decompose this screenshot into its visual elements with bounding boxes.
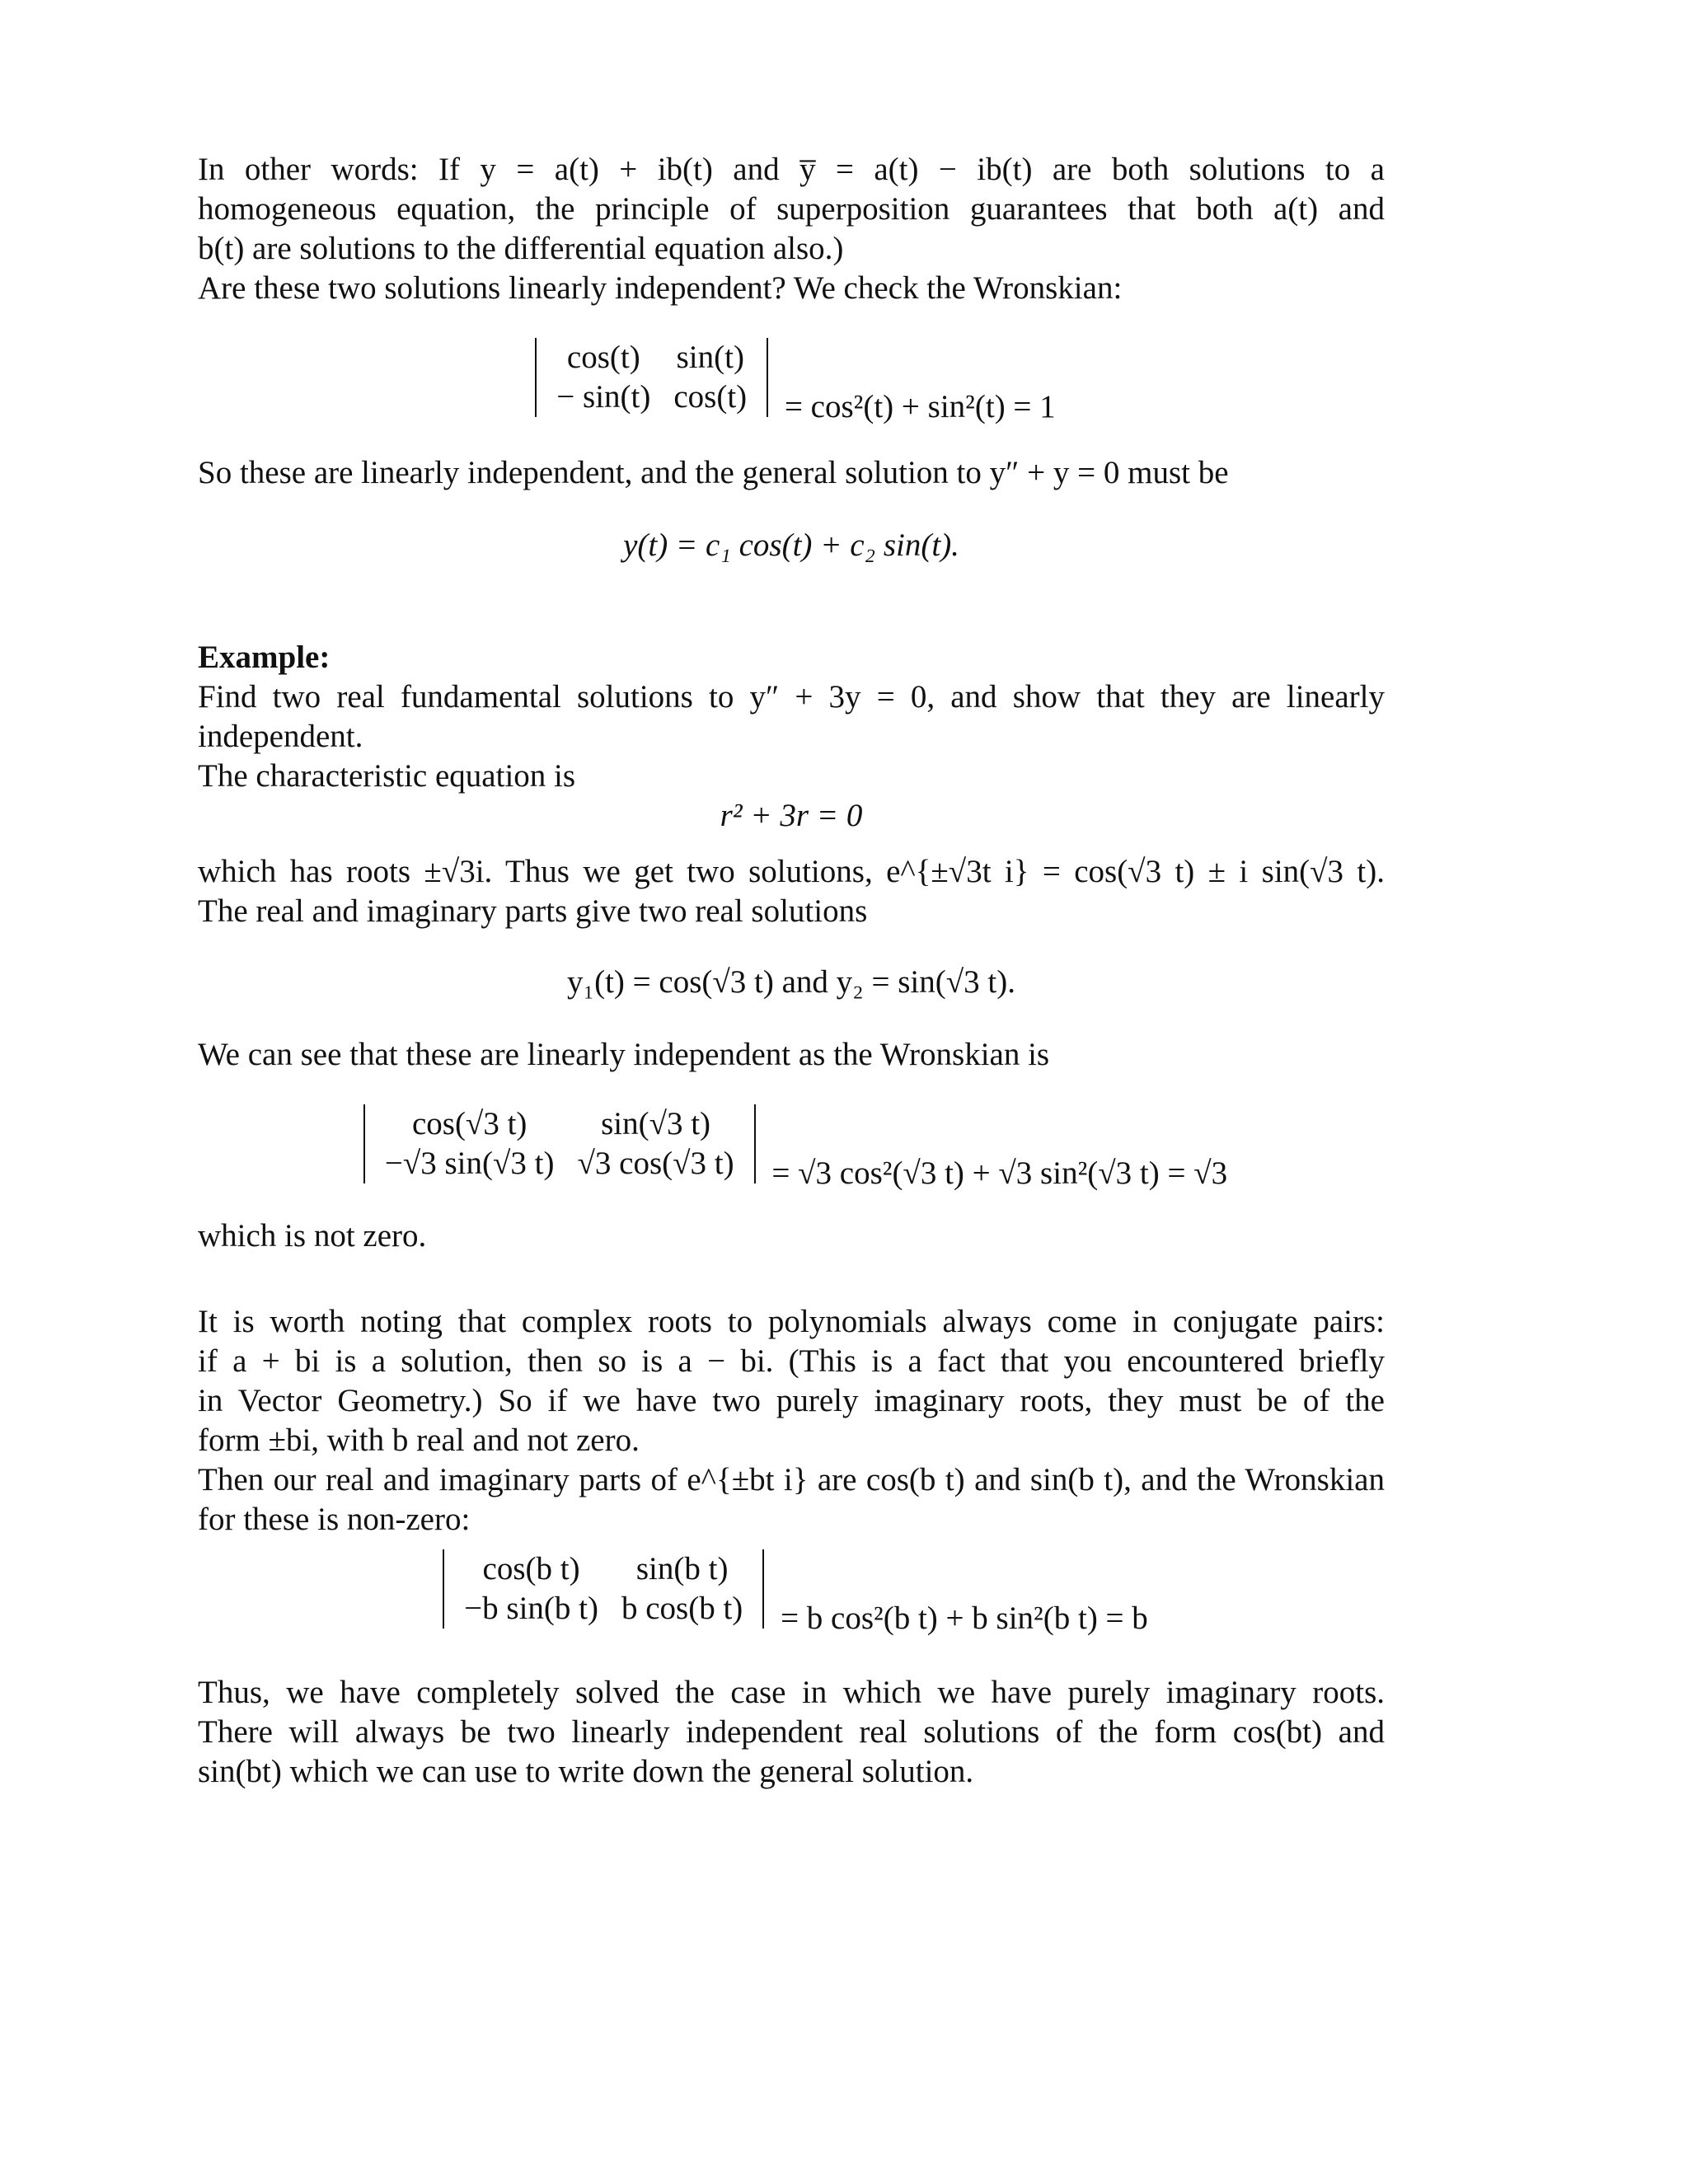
p3-line2: if a + bi is a solution, then so is a − bi. (This is a fact that you encountered briefly [198,1343,1385,1379]
det3-rhs: = b cos²(b t) + b sin²(b t) = b [781,1601,1148,1636]
det2-a12: sin(√3 t) [601,1106,711,1141]
p4-line2: There will always be two linearly independent real solutions of the form cos(bt) and [198,1714,1385,1750]
p1-line4: Are these two solutions linearly independent? We check the Wronskian: [198,270,1123,306]
p1-line3: b(t) are solutions to the differential equation also.) [198,231,844,266]
det2-a22: √3 cos(√3 t) [577,1146,734,1181]
ex-line3: The characteristic equation is [198,758,576,794]
det3-a22: b cos(b t) [621,1591,743,1626]
det1-a12: sin(t) [676,340,744,375]
p3-line4: form ±bi, with b real and not zero. [198,1422,640,1458]
det3-a11: cos(b t) [482,1551,580,1586]
determinant-1 [527,338,776,417]
ex-line1: Find two real fundamental solutions to y″ + 3y = 0, and show that they are linearly [198,679,1385,715]
p3-line5: Then our real and imaginary parts of e^{±bt i} are cos(b t) and sin(b t), and the Wronskian [198,1462,1385,1497]
det3-a21: −b sin(b t) [464,1591,598,1626]
eq-characteristic: r² + 3r = 0 [720,798,863,833]
p3-line3: in Vector Geometry.) So if we have two purely imaginary roots, they must be of the [198,1383,1385,1418]
det1-a11: cos(t) [566,340,640,375]
determinant-3 [434,1549,772,1629]
wronskian-equation-3 [198,1549,1385,1638]
det1-a22: cos(t) [673,379,748,415]
ex-line6: We can see that these are linearly independent as the Wronskian is [198,1037,1050,1072]
det1-rhs: = cos²(t) + sin²(t) = 1 [784,389,1056,424]
det2-a11: cos(√3 t) [411,1106,528,1141]
p1-line1: In other words: If y = a(t) + ib(t) and y̅ = a(t) − ib(t) are both solutions to a [198,152,1385,187]
p3-line1: It is worth noting that complex roots to polynomials always come in conjugate pairs: [198,1304,1385,1339]
ex-line4: which has roots ±√3i. Thus we get two solutions, e^{±√3t i} = cos(√3 t) ± i sin(√3 t). [198,854,1385,889]
p2: So these are linearly independent, and the general solution to y″ + y = 0 must be [198,455,1229,490]
eq-two-solutions: y₁(t) = cos(√3 t) and y₂ = sin(√3 t). [567,964,1015,1000]
p1-line2: homogeneous equation, the principle of superposition guarantees that both a(t) and [198,191,1385,227]
determinant-2 [355,1104,764,1183]
ex-line2: independent. [198,719,363,754]
p4-line1: Thus, we have completely solved the case in which we have purely imaginary roots. [198,1675,1385,1710]
det1-a21: − sin(t) [556,379,651,415]
det2-a21: −√3 sin(√3 t) [384,1146,555,1181]
wronskian-equation-2 [198,1104,1385,1193]
det3-a12: sin(b t) [635,1551,729,1586]
det2-rhs: = √3 cos²(√3 t) + √3 sin²(√3 t) = √3 [771,1155,1228,1191]
ex-line5: The real and imaginary parts give two real solutions [198,893,868,929]
ex-line7: which is not zero. [198,1218,427,1254]
wronskian-equation-1 [198,338,1385,427]
p4-line3: sin(bt) which we can use to write down the general solution. [198,1754,974,1789]
eq-general-solution: y(t) = c₁ cos(t) + c₂ sin(t). [623,527,959,563]
p3-line6: for these is non-zero: [198,1502,471,1537]
example-heading: Example: [198,640,331,675]
